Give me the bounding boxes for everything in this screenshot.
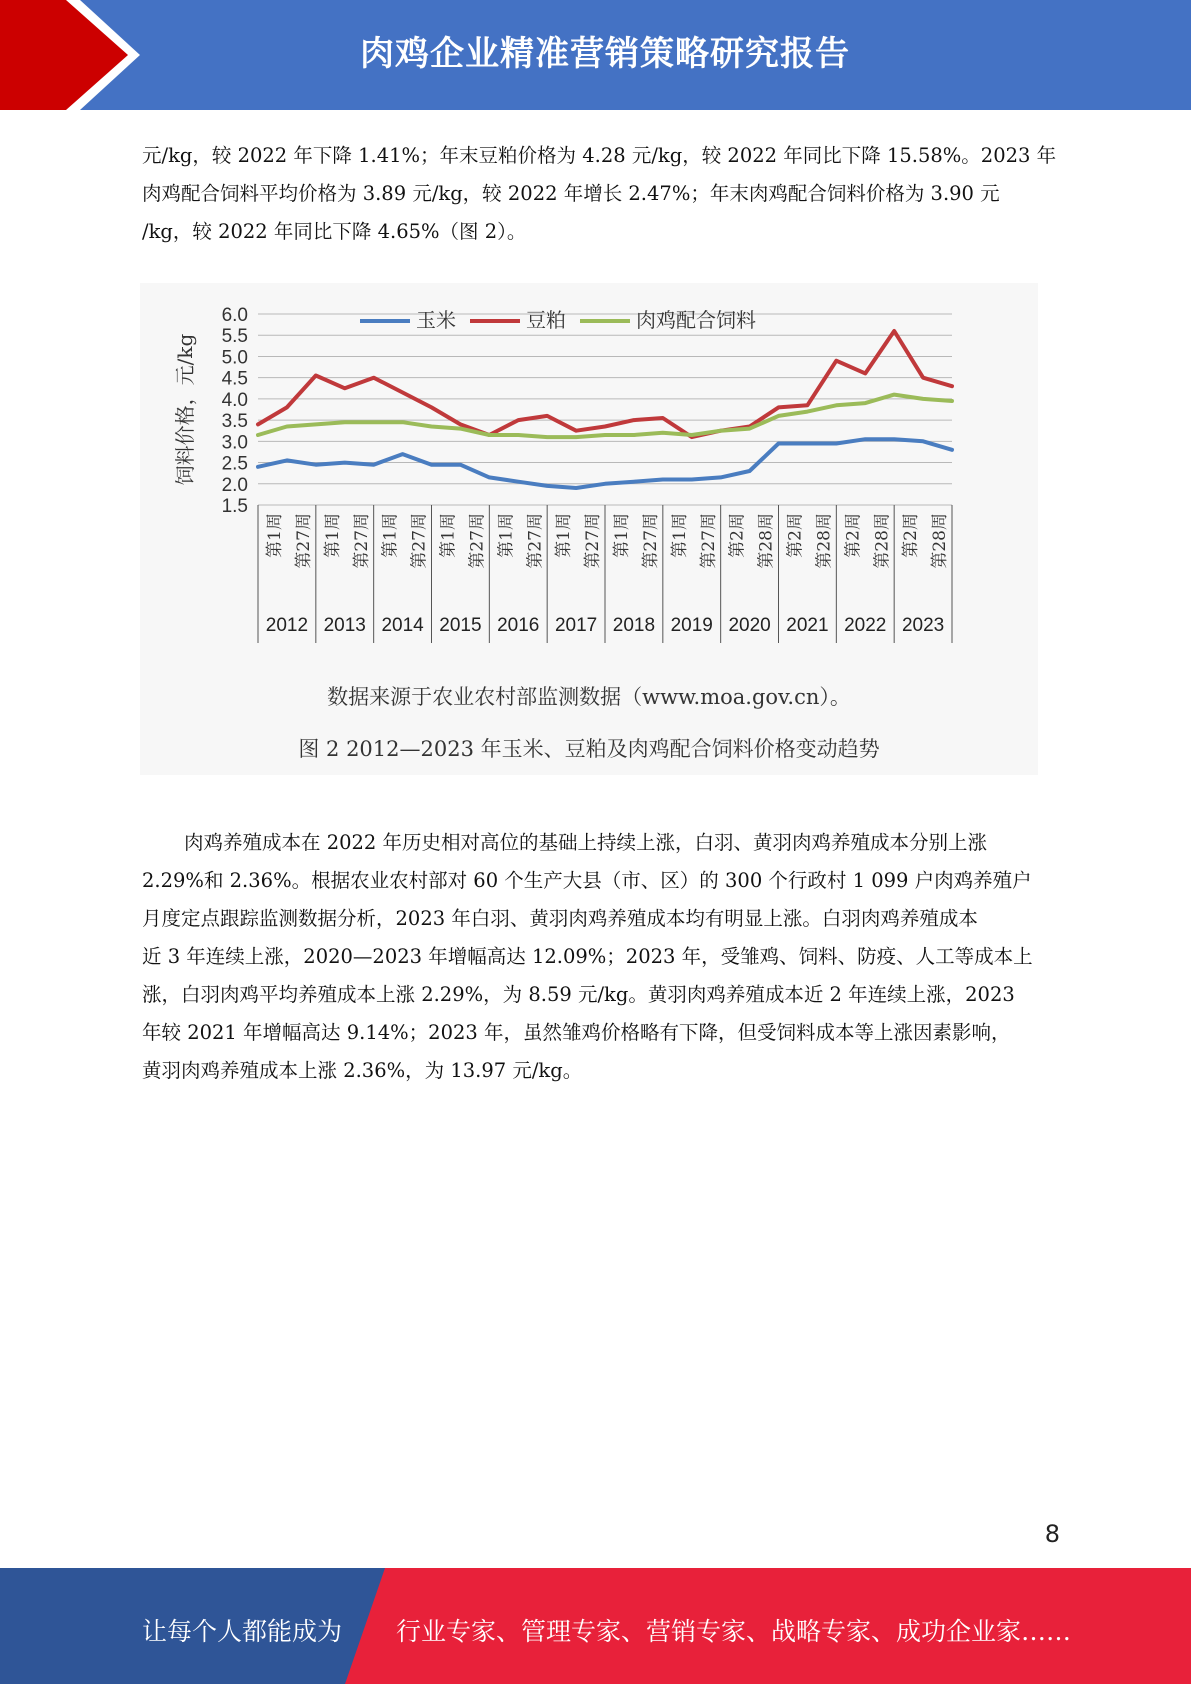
x-week-label: 第28周: [814, 513, 835, 569]
text-line: /kg，较 2022 年同比下降 4.65%（图 2）。: [142, 220, 527, 243]
x-week-label: 第27周: [409, 513, 430, 569]
x-year-label: 2018: [612, 615, 656, 636]
legend-label: 豆粕: [526, 308, 566, 332]
x-week-label: 第28周: [756, 513, 777, 569]
paragraph-breeding-cost: [142, 824, 1042, 1090]
y-tick-label: 4.0: [221, 389, 248, 411]
text-line: 月度定点跟踪监测数据分析，2023 年白羽、黄羽肉鸡养殖成本均有明显上涨。白羽肉鸡养殖成本: [142, 907, 978, 930]
y-tick-label: 1.5: [221, 496, 248, 517]
x-week-label: 第28周: [872, 513, 893, 569]
x-year-label: 2013: [323, 615, 366, 636]
text-line: 肉鸡养殖成本在 2022 年历史相对高位的基础上持续上涨，白羽、黄羽肉鸡养殖成本分别上涨: [184, 831, 988, 854]
page-footer: [0, 1568, 1191, 1684]
y-tick-label: 3.5: [221, 411, 248, 433]
y-tick-label: 5.5: [221, 326, 248, 348]
series-line-肉鸡配合饲料: [258, 395, 952, 438]
figure-caption: 图 2 2012—2023 年玉米、豆粕及肉鸡配合饲料价格变动趋势: [298, 737, 880, 761]
y-axis-label: 饲料价格，元/kg: [173, 333, 197, 486]
x-week-label: 第27周: [698, 513, 719, 569]
page-number: 8: [1044, 1520, 1060, 1548]
figure-2: [140, 283, 1038, 775]
x-week-label: 第1周: [322, 513, 343, 558]
footer-slogan-right: 行业专家、管理专家、营销专家、战略专家、成功企业家……: [396, 1617, 1072, 1646]
x-week-label: 第27周: [583, 513, 604, 569]
x-year-label: 2019: [670, 615, 713, 636]
x-week-label: 第2周: [785, 513, 806, 558]
x-year-label: 2021: [786, 615, 829, 636]
x-week-label: 第2周: [843, 513, 864, 558]
price-trend-chart: [140, 283, 1038, 683]
text-line: 黄羽肉鸡养殖成本上涨 2.36%，为 13.97 元/kg。: [142, 1059, 583, 1082]
x-week-label: 第1周: [612, 513, 633, 558]
text-line: 涨，白羽肉鸡平均养殖成本上涨 2.29%，为 8.59 元/kg。黄羽肉鸡养殖成本近 2 年连续上涨，2023: [142, 983, 1015, 1006]
figure-source: 数据来源于农业农村部监测数据（www.moa.gov.cn）。: [327, 685, 851, 709]
x-week-label: 第27周: [293, 513, 314, 569]
x-week-label: 第1周: [669, 513, 690, 558]
x-week-label: 第1周: [265, 513, 286, 558]
x-year-label: 2023: [901, 615, 945, 636]
footer-slogan-left: 让每个人都能成为: [142, 1617, 343, 1646]
x-year-label: 2012: [265, 615, 309, 636]
paragraph-feed-prices: [142, 137, 1057, 251]
x-week-label: 第27周: [640, 513, 661, 569]
y-tick-label: 2.0: [221, 474, 248, 496]
text-line: 元/kg，较 2022 年下降 1.41%；年末豆粕价格为 4.28 元/kg，较 2022 年同比下降 15.58%。2023 年: [142, 144, 1057, 167]
x-year-label: 2016: [497, 615, 540, 636]
text-line: 2.29%和 2.36%。根据农业农村部对 60 个生产大县（市、区）的 300 个行政村 1 099 户肉鸡养殖户: [142, 869, 1032, 892]
x-week-label: 第27周: [525, 513, 546, 569]
x-week-label: 第1周: [438, 513, 459, 558]
page-header: [0, 0, 1191, 110]
x-year-label: 2015: [439, 615, 482, 636]
report-title: 肉鸡企业精准营销策略研究报告: [360, 34, 850, 74]
x-week-label: 第1周: [496, 513, 517, 558]
legend-label: 肉鸡配合饲料: [636, 308, 756, 332]
x-week-label: 第2周: [727, 513, 748, 558]
x-week-label: 第2周: [901, 513, 922, 558]
y-tick-label: 2.5: [221, 453, 248, 475]
x-week-label: 第1周: [554, 513, 575, 558]
x-year-label: 2022: [844, 615, 887, 636]
x-week-label: 第27周: [467, 513, 488, 569]
text-line: 近 3 年连续上涨，2020—2023 年增幅高达 12.09%；2023 年，受雏鸡、饲料、防疫、人工等成本上: [142, 945, 1033, 968]
y-tick-label: 5.0: [221, 347, 248, 369]
x-week-label: 第27周: [351, 513, 372, 569]
x-year-label: 2017: [554, 615, 598, 636]
series-line-玉米: [258, 439, 952, 488]
text-line: 年较 2021 年增幅高达 9.14%；2023 年，虽然雏鸡价格略有下降，但受饲料成本等上涨因素影响，: [142, 1021, 1011, 1044]
x-week-label: 第28周: [930, 513, 951, 569]
x-year-label: 2014: [381, 615, 424, 636]
y-tick-label: 3.0: [221, 432, 248, 454]
text-line: 肉鸡配合饲料平均价格为 3.89 元/kg，较 2022 年增长 2.47%；年末肉鸡配合饲料价格为 3.90 元: [142, 182, 1000, 205]
y-tick-label: 6.0: [221, 305, 248, 326]
x-week-label: 第1周: [380, 513, 401, 558]
x-year-label: 2020: [728, 615, 771, 636]
y-tick-label: 4.5: [221, 368, 248, 390]
legend-label: 玉米: [416, 308, 456, 332]
